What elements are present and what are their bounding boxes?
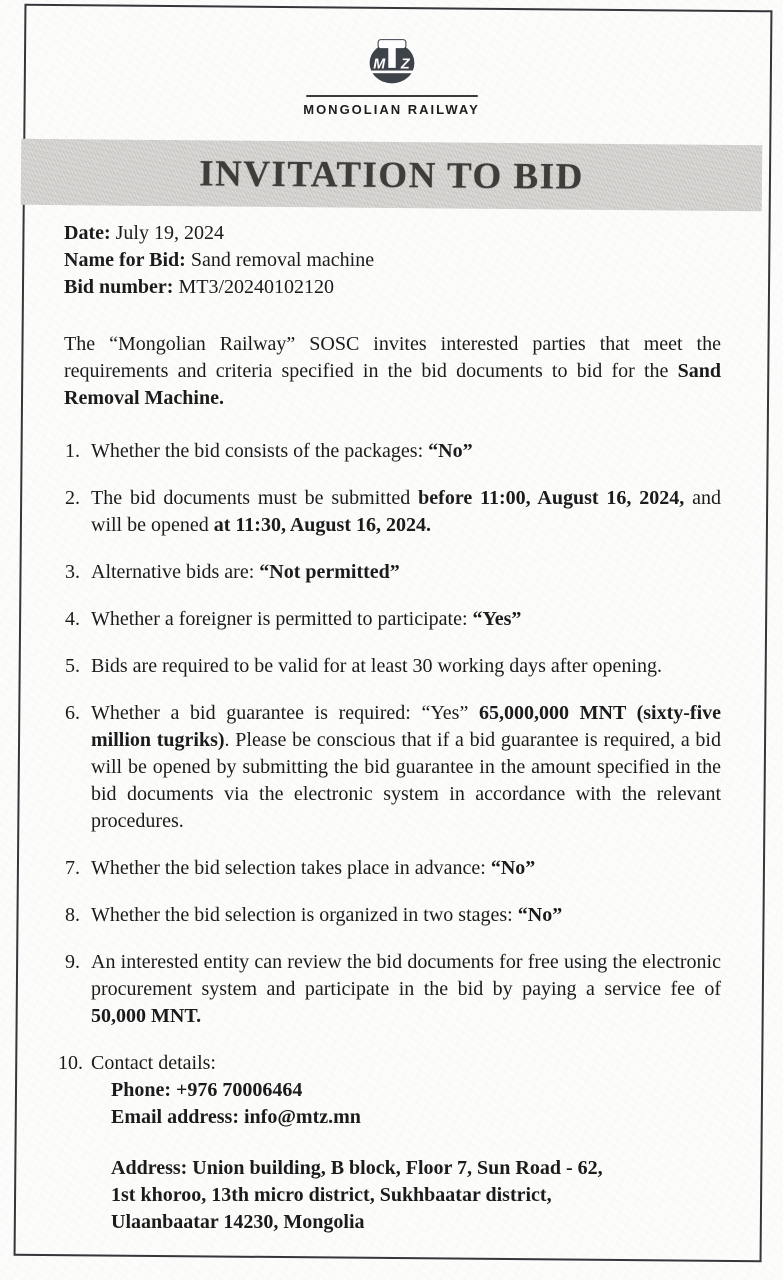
bid-item-8 xyxy=(64,902,721,929)
text-segment-bold: before 11:00, August 16, 2024, xyxy=(418,487,685,509)
bid-item-5 xyxy=(64,653,721,680)
text-segment: Whether the bid selection is organized in two stages: xyxy=(91,904,518,926)
date-row xyxy=(64,220,721,247)
text-segment-bold: “No” xyxy=(428,440,473,462)
item-number: 7. xyxy=(65,857,80,879)
address-line-3 xyxy=(91,1209,721,1236)
text-segment: An interested entity can review the bid documents for free using the electronic procurement system and participate in the bid by paying a service fee of xyxy=(91,951,721,1000)
address-text: Address: Union building, B block, Floor 7, Sun Road - 62, xyxy=(111,1157,603,1179)
logo-divider xyxy=(306,95,478,97)
text-segment-bold: 65,000,000 MNT (sixty-five million tugriks) xyxy=(91,702,722,751)
text-segment-bold: “No” xyxy=(517,904,563,926)
spacer xyxy=(91,1131,721,1155)
railway-name: MONGOLIAN RAILWAY xyxy=(303,102,480,117)
bid-item-1 xyxy=(64,438,721,465)
text-segment: Whether a bid guarantee is required: “Yes” xyxy=(91,702,479,724)
mongolian-railway-logo-icon xyxy=(360,34,424,90)
logo-letter-m: M xyxy=(372,56,385,73)
text-segment: and will be opened xyxy=(91,487,721,536)
bid-item-4 xyxy=(64,606,721,633)
bid-item-10-contact xyxy=(58,1050,721,1236)
email-value: Email address: info@mtz.mn xyxy=(111,1106,361,1128)
logo-letter-z: Z xyxy=(400,56,410,73)
intro-paragraph xyxy=(64,331,721,412)
address-line-2 xyxy=(91,1182,721,1209)
text-segment: Whether the bid selection takes place in advance: xyxy=(91,857,491,879)
bid-number-value: MT3/20240102120 xyxy=(173,276,335,298)
item-number: 4. xyxy=(65,608,80,630)
bid-number-label: Bid number: xyxy=(64,276,174,298)
contact-label: Contact details: xyxy=(91,1052,216,1074)
text-segment-bold: Sand Removal Machine. xyxy=(64,360,721,409)
text-segment-bold: “Not permitted” xyxy=(259,561,400,583)
bid-name-row xyxy=(64,247,721,274)
logo xyxy=(0,34,783,117)
date-label: Date: xyxy=(64,222,111,244)
text-segment: Alternative bids are: xyxy=(91,561,260,583)
text-segment: . Please be conscious that if a bid guarantee is required, a bid will be opened by submitting the bid guarantee in the amount specified in the bid documents via the electronic system in accordance with the relevant procedures. xyxy=(91,729,721,832)
text-segment: The bid documents must be submitted xyxy=(91,487,419,509)
bid-item-3 xyxy=(64,559,721,586)
item-number: 10. xyxy=(58,1052,83,1074)
phone-value: Phone: +976 70006464 xyxy=(111,1079,303,1101)
item-number: 1. xyxy=(65,440,80,462)
text-segment: Bids are required to be valid for at least 30 working days after opening. xyxy=(91,655,662,677)
bid-item-9 xyxy=(64,949,721,1030)
bid-item-6 xyxy=(64,700,721,835)
text-segment: The “Mongolian Railway” SOSC invites interested parties that meet the requirements and criteria specified in the bid documents to bid for the xyxy=(64,333,721,382)
text-segment: Whether a foreigner is permitted to participate: xyxy=(91,608,473,630)
bid-name-label: Name for Bid: xyxy=(64,249,186,271)
item-number: 3. xyxy=(65,561,80,583)
text-segment-bold: “No” xyxy=(490,857,536,879)
text-segment: Whether the bid consists of the packages: xyxy=(91,440,429,462)
title-banner xyxy=(21,139,763,211)
document-body xyxy=(58,220,722,1236)
text-segment-bold: at 11:30, August 16, 2024. xyxy=(213,514,431,536)
item-number: 6. xyxy=(65,702,80,724)
address-line-1 xyxy=(91,1155,721,1182)
bid-meta xyxy=(64,220,721,301)
item-number: 9. xyxy=(65,951,80,973)
bid-number-row xyxy=(64,274,721,301)
address-text: 1st khoroo, 13th micro district, Sukhbaatar district, xyxy=(111,1184,552,1206)
page-title: INVITATION TO BID xyxy=(199,152,584,198)
text-segment-bold: “Yes” xyxy=(472,608,522,630)
item-number: 8. xyxy=(65,904,80,926)
text-segment-bold: 50,000 MNT. xyxy=(91,1005,202,1027)
date-value: July 19, 2024 xyxy=(110,222,224,244)
phone-line xyxy=(91,1077,721,1104)
address-text: Ulaanbaatar 14230, Mongolia xyxy=(111,1211,365,1233)
bid-item-7 xyxy=(64,855,721,882)
item-number: 5. xyxy=(65,655,80,677)
bid-item-2 xyxy=(64,485,721,539)
item-number: 2. xyxy=(65,487,80,509)
bid-name-value: Sand removal machine xyxy=(185,249,375,271)
email-line xyxy=(91,1104,721,1131)
